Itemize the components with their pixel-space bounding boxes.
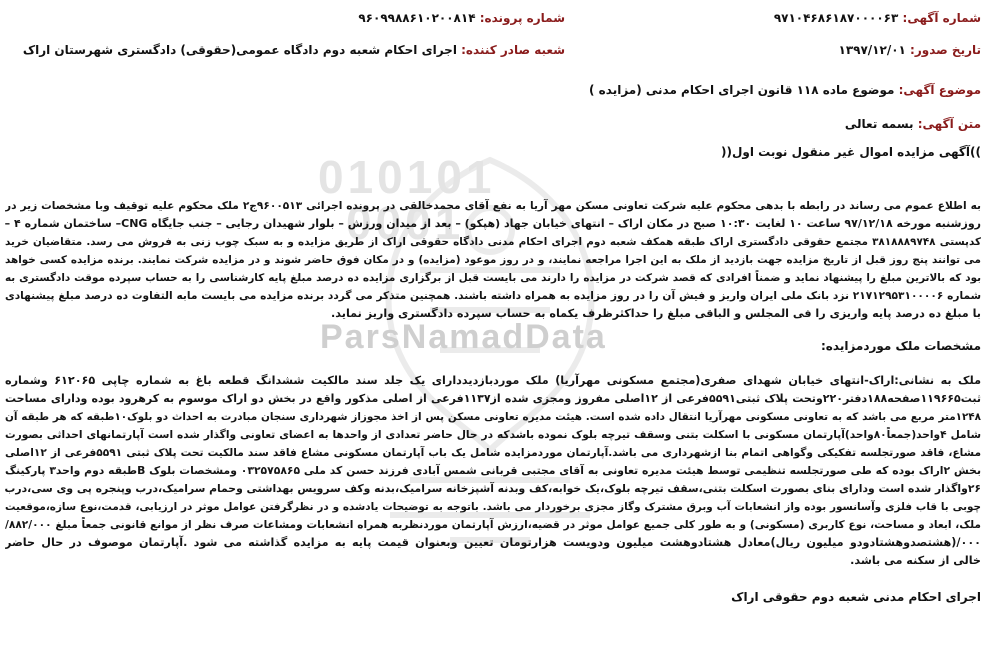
watermark-brand: ParsNamadData: [320, 318, 607, 356]
paragraph-line: ملک، ابعاد و مساحت، نوع کاربری (مسکونی) و به طور کلی جمیع عوامل موثر در قضیه،ارزش آپارتمان موردنظربه همراه انشعابات ومشاعات صرف نظر از موانع قانونی جمعاً مبلغ ۸۸۲/۰۰۰/: [5, 519, 981, 531]
ad-number-value: ۹۷۱۰۴۶۸۶۱۸۷۰۰۰۰۶۳: [773, 11, 899, 25]
paragraph-line: با مبلغ ده درصد پایه واریزی را فی المجلس و الباقی مبلغ را حداکثرظرف یکماه به حساب سپرده دادگستری واریز نماید.: [331, 307, 981, 320]
paragraph-line: به اطلاع عموم می رساند در رابطه با بدهی محکوم علیه شرکت تعاونی مسکن مهر آریا به نفع آقای محمدخالقی در پرونده اجرائی ۹۶۰۰۵۱۳ج۲ ملک محکوم علیه توقیف وبا مشخصات زیر در: [5, 200, 981, 212]
ad-number-label: شماره آگهی:: [902, 11, 981, 25]
footer-signature: اجرای احکام مدنی شعبه دوم حقوقی اراک: [731, 590, 981, 604]
paragraph-line: ۲۶واگذار شده است ودارای بنای بصورت اسکلت بتنی،سقف تیرچه بلوک،یک خوابه،کف وبدنه آشپزخانه سرامیک،بدنه وکف سرویس بهداشتی وحمام سرامیک،درب وپنجره پی وی سی،درب: [5, 482, 981, 495]
watermark-digits: 010101: [318, 151, 496, 203]
case-number-value: ۹۶۰۹۹۸۸۶۱۰۲۰۰۸۱۴: [358, 11, 476, 25]
ad-text-value: بسمه تعالی: [844, 117, 914, 131]
issuing-branch-value: اجرای احکام شعبه دوم دادگاه عمومی(حقوقی) دادگستری شهرستان اراک: [22, 43, 457, 57]
case-number-label: شماره پرونده:: [479, 11, 565, 25]
paragraph-line: ۱۲۴۸متر مربع می باشد که به تعاونی مسکونی مهرآریا انتقال داده شده است. هیئت مدیره تعاونی مسکن پس از اخذ مجوزاز شهرداری سنجان مبادرت به احداث دو بلوک۱۰طبقه که هر طبقه آن: [5, 411, 981, 423]
paragraph-line: بخش ۲اراک بوده که طی صورتجلسه تنظیمی توسط هیئت مدیره تعاونی به آقای مجتبی قربانی شمس آبادی فرزند حسن کد ملی ۰۳۲۵۷۵۸۶۵ ومشخصات بلوک Bطبقه دوم واحد۳ پارکینگ: [5, 464, 981, 477]
subject-value: موضوع ماده ۱۱۸ قانون اجرای احکام مدنی (مزایده ): [589, 83, 895, 97]
issuing-branch-row: [23, 42, 565, 58]
paragraph-line: مشاع، فاقد صورتجلسه تفکیکی وگواهی اتمام بنا ازشهرداری می باشد.آپارتمان موردمزایده شامل یک باب آپارتمان مسکونی مشاع فاقد سند مالکیت تحت پلاک ثبتی ۵۵۹۱فرعی از ۱۲اصلی: [5, 447, 981, 459]
paragraph-line: ۰۰۰/(هشتصدوهشتادودو میلیون ریال)معادل هشتادوهشت میلیون ودویست هزارتومان تعیین وبعنوان قیمت پایه به مزایده گذاشته می شود .آپارتمان موصوف در حال حاضر: [5, 536, 981, 549]
property-specs-heading: مشخصات ملک موردمزایده:: [821, 339, 981, 353]
paragraph-line: روزشنبه مورخه ۹۷/۱۲/۱۸ ساعت ۱۰ لغایت ۱۰:۳۰ صبح در مکان اراک – انتهای خیابان جهاد (هپکو) – بعد از میدان ورزش – بلوار شهیدان رجایی – جنب جایگاه CNG– ساختمان شماره ۴ –: [5, 217, 981, 230]
watermark-digits-2: 0001: [346, 197, 465, 249]
paragraph-line: شامل ۴واحد(جمعاً۸۰واحد)آپارتمان مسکونی با اسکلت بتنی وسقف تیرچه بلوک نموده باشدکه در حال حاضر تعدادی از واحدها به اعضای تعاونی واگذار شده است آپارتمانهای احداثی بصورت: [5, 429, 981, 441]
paragraph-line: ملک به نشانی:اراک-انتهای خیابان شهدای صفری(مجتمع مسکونی مهرآریا) ملک موردبازدیددارای یک جلد سند مالکیت ششدانگ قطعه باغ به شماره چاپی ۶۱۲۰۶۵ وشماره: [5, 374, 981, 387]
ad-title: ))آگهی مزایده اموال غیر منقول نوبت اول((: [721, 145, 981, 159]
subject-label: موضوع آگهی:: [898, 83, 981, 97]
paragraph-line: چوبی با قاب فلزی وآسانسور بوده واز انشعابات آب وبرق مشترک وگاز مجزی برخوردار می باشد. باتوجه به توضیحات یادشده و در نظرگرفتن عوامل موثر در ارزیابی، قدمت،نوع سازه،موقعیت: [5, 501, 981, 513]
paragraph-line: می توانند پنج روز قبل از تاریخ مزایده جهت بازدید از ملک به این اجرا مراجعه نمایند، و در روز موعود (مزایده) و در مکان فوق حاضر شوند و در مزایده شرکت نمایند. برنده مزایده کسی خواهد: [5, 254, 981, 266]
paragraph-line: شماره ۲۱۷۱۲۹۵۳۱۰۰۰۰۶ نزد بانک ملی ایران واریز و فیش آن را در روز مزایده به همراه داشته باشند. همچنین متذکر می گردد برنده مزایده می بایست مابه التفاوت ده درصد مبلغ پیشنهادی: [5, 290, 981, 302]
issue-date-value: ۱۳۹۷/۱۲/۰۱: [838, 43, 906, 57]
paragraph-line: کدپستی ۳۸۱۸۸۸۹۷۴۸ مجتمع حقوقی دادگستری اراک طبقه همکف شعبه دوم اجرای احکام مدنی دادگاه حقوقی اراک از طریق مزایده و به سبک چوب زنی به فروش می رسد. متقاضیان خرید: [5, 236, 981, 248]
paragraph-line: بود که بالاترین مبلغ را پیشنهاد نماید و ضمناً افرادی که قصد شرکت در مزایده را دارند می بایست قبل از برگزاری مزایده ده درصد مبلغ پایه کارشناسی را به حساب سپرده موقت دادگستری به: [5, 272, 981, 284]
case-number-row: [358, 10, 565, 26]
ad-text-row: [845, 116, 981, 132]
subject-row: [589, 82, 981, 98]
paragraph-line: ثبت۱۱۹۶۶۵صفحه۱۸۸دفتر۲۲۰وتحت پلاک ثبتی۵۵۹۱فرعی از ۱۲اصلی مفروز ومجزی شده از۱۱۳۷فرعی از اصلی مذکور واقع در بخش دو اراک موسوم به کرهرود بوده ودارای مساحت: [5, 392, 981, 405]
issuing-branch-label: شعبه صادر کننده:: [461, 43, 565, 57]
paragraph-line: خالی از سکنه می باشد.: [850, 554, 981, 567]
issue-date-row: [839, 42, 982, 58]
ad-number-row: [774, 10, 981, 26]
issue-date-label: تاریخ صدور:: [910, 43, 981, 57]
ad-text-label: متن آگهی:: [917, 117, 981, 131]
